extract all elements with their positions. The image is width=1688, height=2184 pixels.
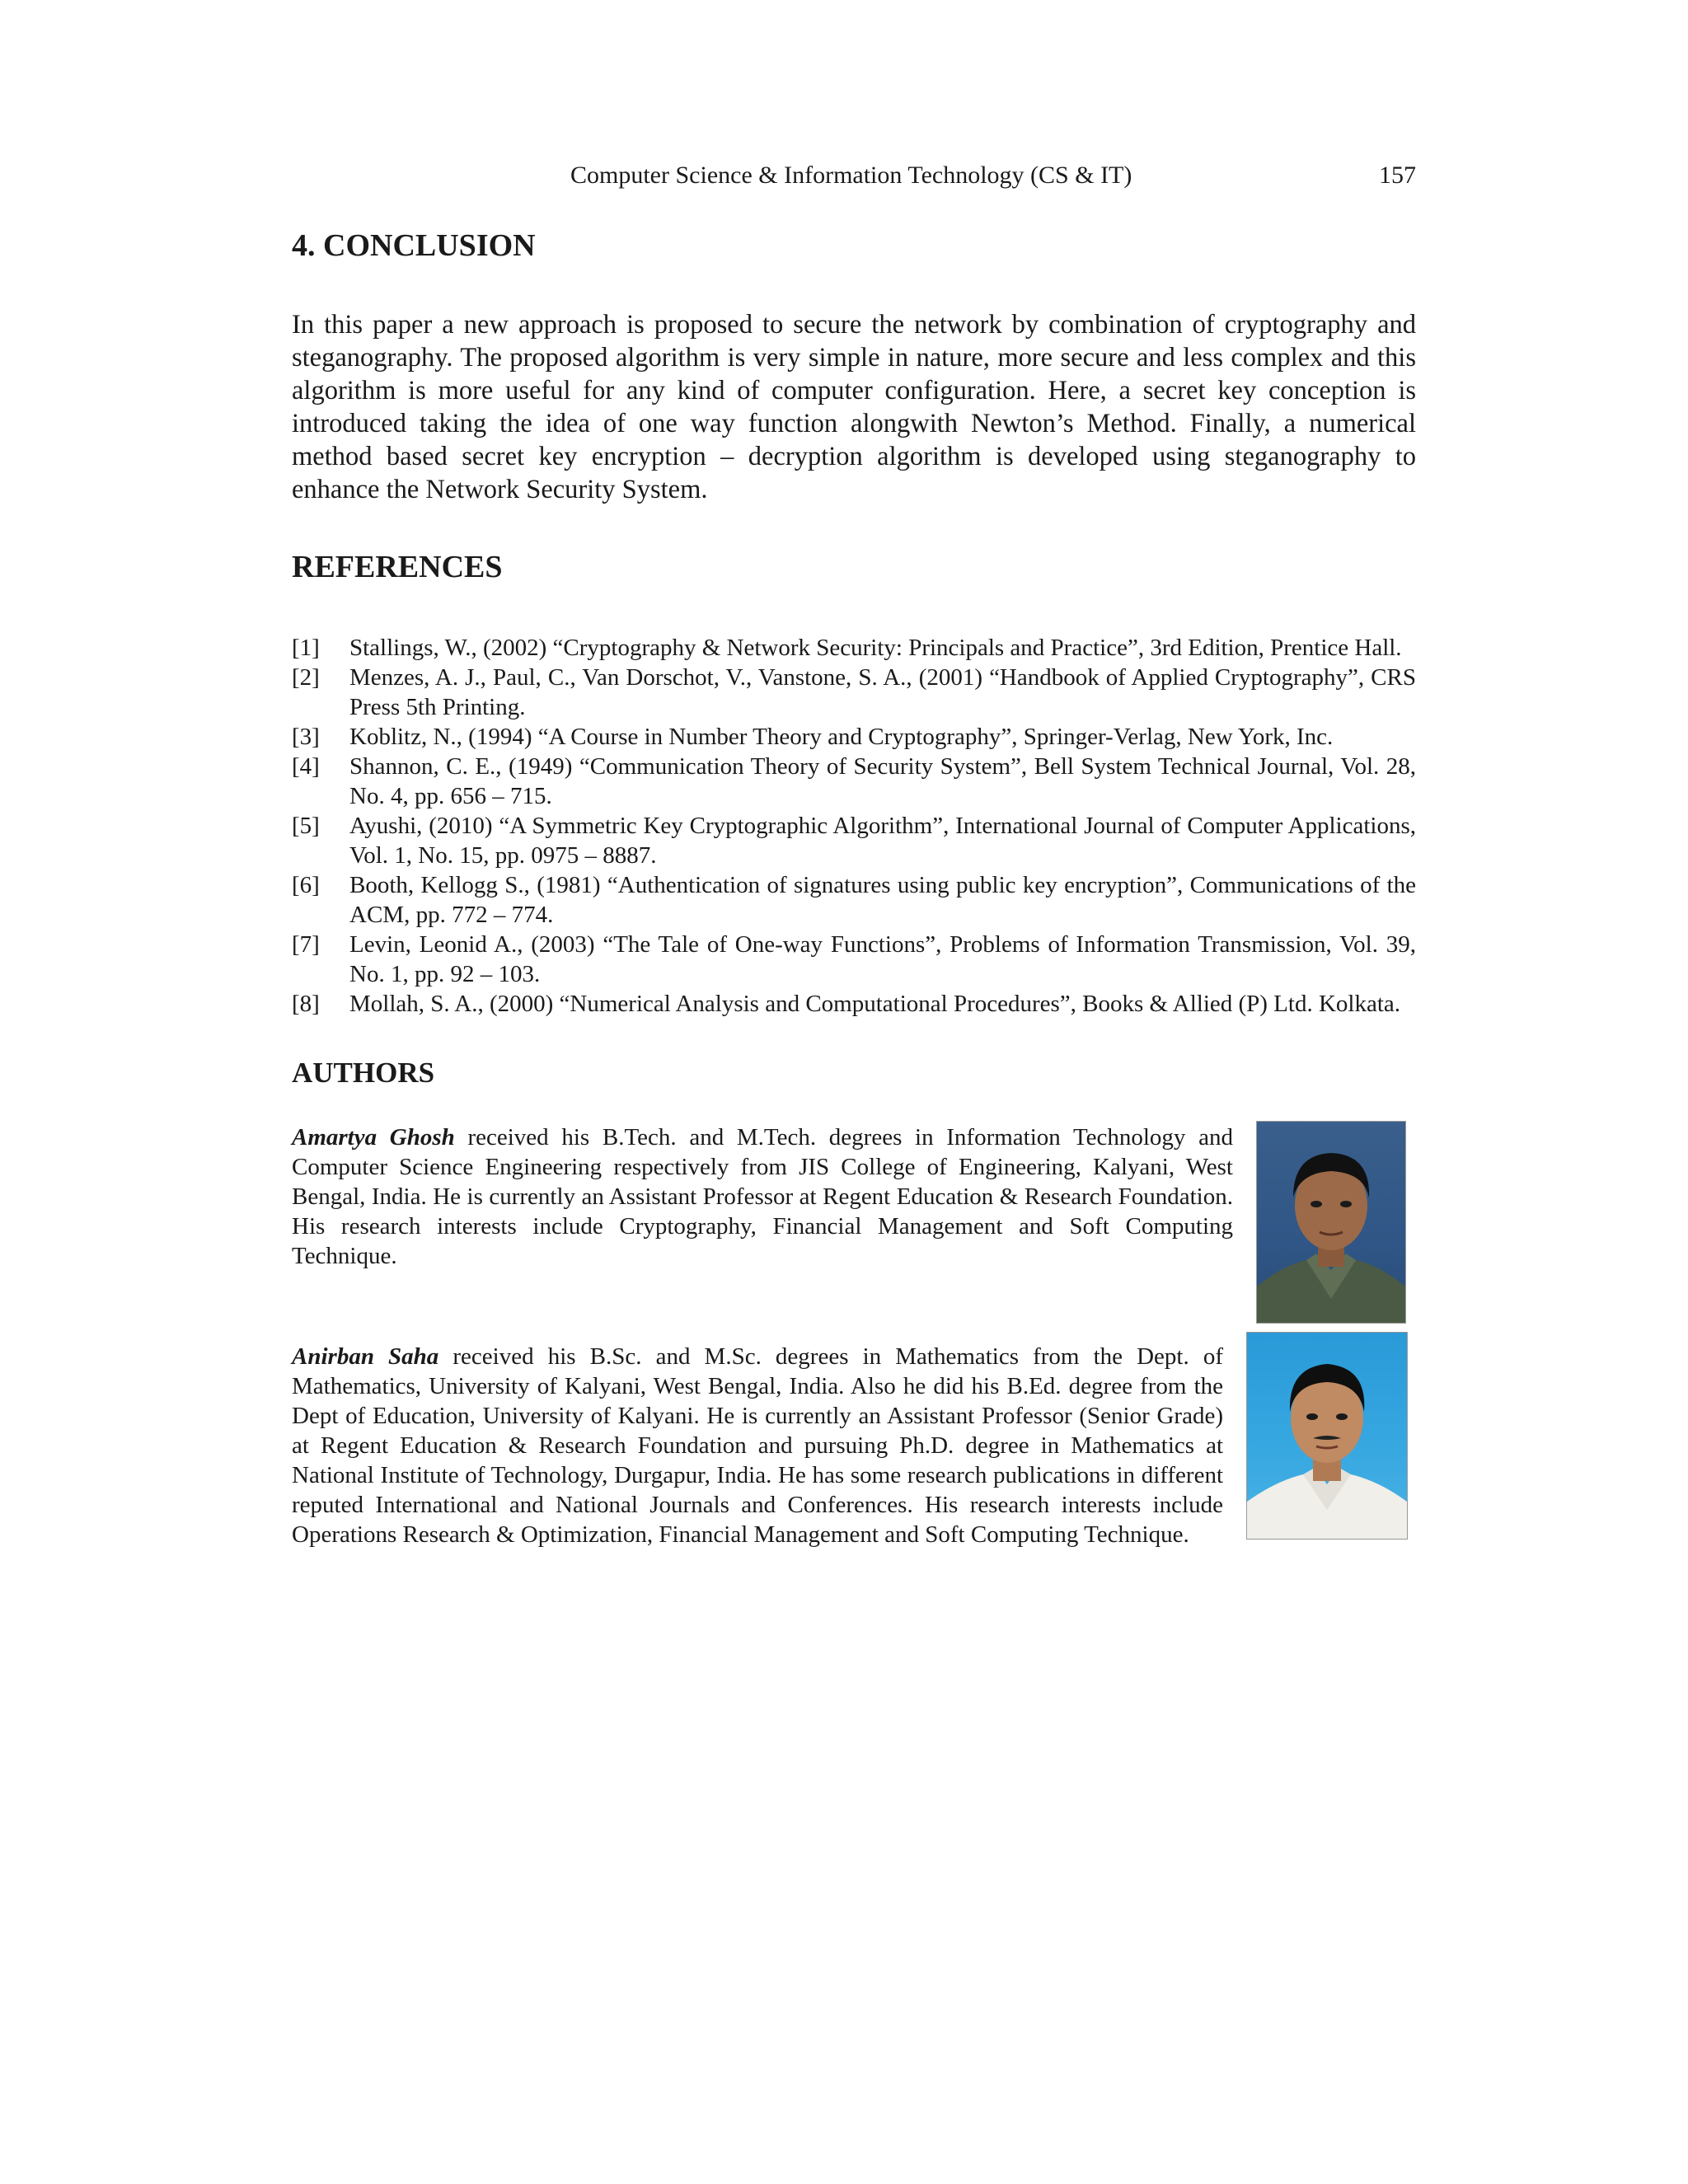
reference-text: Levin, Leonid A., (2003) “The Tale of One-way Functions”, Problems of Information Transmission, Vol. 39, No. 1, pp. 92 – 103.: [349, 931, 1416, 987]
reference-text: Menzes, A. J., Paul, C., Van Dorschot, V., Vanstone, S. A., (2001) “Handbook of Applied Cryptography”, CRS Press 5th Printing.: [349, 664, 1416, 720]
page-number: 157: [1379, 162, 1416, 189]
reference-number: [4]: [292, 753, 320, 780]
reference-item: [292, 989, 1416, 1019]
reference-number: [5]: [292, 813, 320, 839]
reference-number: [6]: [292, 872, 320, 898]
reference-number: [8]: [292, 991, 320, 1017]
page-content: [292, 223, 1416, 1549]
references-title-rest: EFERENCES: [314, 550, 503, 584]
reference-item: [292, 752, 1416, 811]
reference-item: [292, 663, 1416, 722]
author-bio-text: [292, 1122, 1233, 1271]
author-bio: received his B.Tech. and M.Tech. degrees in Information Technology and Computer Science Engineering respectively from JIS College of Engineering, Kalyani, West Bengal, India. He is currently an Assistant Professor at Regent Education & Research Foundation. His research interests include Cryptography, Financial Management and Soft Computing Technique.: [292, 1124, 1233, 1269]
journal-title: Computer Science & Information Technology (CS & IT): [570, 162, 1132, 189]
author-portrait-icon: [1257, 1122, 1405, 1323]
reference-text: Stallings, W., (2002) “Cryptography & Network Security: Principals and Practice”, 3rd Edition, Prentice Hall.: [349, 635, 1402, 661]
author-name: Anirban Saha: [292, 1343, 439, 1370]
reference-number: [1]: [292, 635, 320, 661]
conclusion-heading: [292, 223, 1416, 269]
reference-item: [292, 930, 1416, 989]
author-bio: received his B.Sc. and M.Sc. degrees in Mathematics from the Dept. of Mathematics, University of Kalyani, West Bengal, India. Also he did his B.Ed. degree from the Dept of Education, University of Kalyani. He is currently an Assistant Professor (Senior Grade) at Regent Education & Research Foundation and pursuing Ph.D. degree in Mathematics at National Institute of Technology, Durgapur, India. He has some research publications in different reputed International and National Journals and Conferences. His research interests include Operations Research & Optimization, Financial Management and Soft Computing Technique.: [292, 1343, 1223, 1548]
author-name: Amartya Ghosh: [292, 1124, 455, 1151]
reference-item: [292, 811, 1416, 870]
author-bio-text: [292, 1342, 1223, 1549]
reference-number: [2]: [292, 664, 320, 691]
running-header: [292, 162, 1416, 194]
author-portrait-icon: [1247, 1333, 1407, 1539]
author-photo: [1256, 1121, 1406, 1324]
reference-number: [3]: [292, 724, 320, 750]
reference-item: [292, 722, 1416, 752]
conclusion-title-rest: ONCLUSION: [345, 228, 536, 263]
conclusion-title-initial: C: [323, 228, 346, 263]
author-bio-anirban-saha: [292, 1342, 1416, 1549]
reference-text: Shannon, C. E., (1949) “Communication Theory of Security System”, Bell System Technical Journal, Vol. 28, No. 4, pp. 656 – 715.: [349, 753, 1416, 809]
reference-text: Mollah, S. A., (2000) “Numerical Analysis and Computational Procedures”, Books & Allied (P) Ltd. Kolkata.: [349, 991, 1401, 1017]
author-photo: [1246, 1332, 1408, 1540]
references-heading: [292, 544, 1416, 590]
reference-item: [292, 870, 1416, 930]
author-bio-amartya-ghosh: [292, 1122, 1416, 1271]
reference-list: [292, 633, 1416, 1019]
conclusion-number: 4.: [292, 228, 316, 263]
reference-item: [292, 633, 1416, 663]
reference-text: Booth, Kellogg S., (1981) “Authentication of signatures using public key encryption”, Communications of the ACM, pp. 772 – 774.: [349, 872, 1416, 928]
authors-heading: AUTHORS: [292, 1057, 435, 1089]
conclusion-paragraph: In this paper a new approach is proposed to secure the network by combination of cryptography and steganography. The proposed algorithm is very simple in nature, more secure and less complex and this algorithm is more useful for any kind of computer configuration. Here, a secret key conception is introduced taking the idea of one way function alongwith Newton’s Method. Finally, a numerical method based secret key encryption – decryption algorithm is developed using steganography to enhance the Network Security System.: [292, 310, 1416, 504]
references-title-initial: R: [292, 550, 315, 584]
reference-text: Ayushi, (2010) “A Symmetric Key Cryptographic Algorithm”, International Journal of Computer Applications, Vol. 1, No. 15, pp. 0975 – 8887.: [349, 813, 1416, 869]
reference-text: Koblitz, N., (1994) “A Course in Number Theory and Cryptography”, Springer-Verlag, New York, Inc.: [349, 724, 1334, 750]
reference-number: [7]: [292, 931, 320, 958]
